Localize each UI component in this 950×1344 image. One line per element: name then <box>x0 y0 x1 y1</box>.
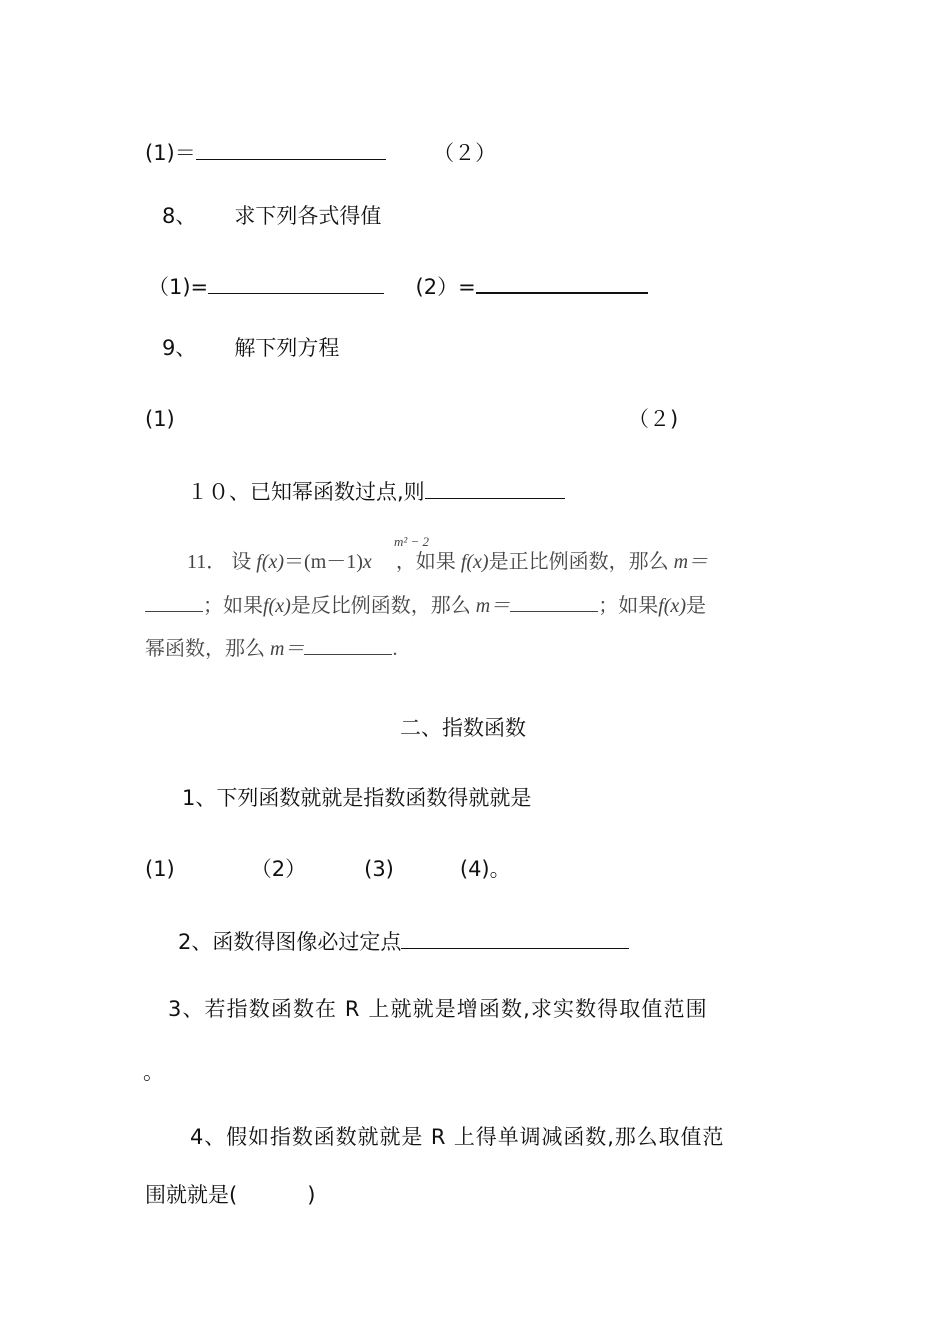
period: . <box>392 638 398 660</box>
question-text: 幂函数，那么 <box>145 638 265 660</box>
function-symbol: f(x) <box>256 551 285 573</box>
section-2-question-4 <box>190 1123 724 1151</box>
section-title: 二、指数函数 <box>400 716 526 740</box>
variable-m: m＝ <box>475 595 511 617</box>
option-1: (1) <box>145 857 175 881</box>
question-9 <box>162 334 339 362</box>
function-symbol: f(x) <box>263 595 291 617</box>
part-2-label: (2）= <box>415 275 476 299</box>
part-1-label: (1) <box>145 407 175 431</box>
option-3: (3) <box>364 857 394 881</box>
line-1-part-2: （２） <box>433 141 497 165</box>
question-number: 11． <box>187 551 227 573</box>
section-2-question-3 <box>168 995 708 1023</box>
formula-variable: x <box>362 551 372 573</box>
section-2-question-4-continuation <box>145 1181 315 1209</box>
question-text: 是正比例函数，那么 <box>488 551 669 573</box>
function-symbol: f(x) <box>460 551 489 573</box>
answer-blank <box>401 926 629 949</box>
question-text: 解下列方程 <box>234 336 340 360</box>
question-text: 是反比例函数，那么 <box>290 595 471 617</box>
answer-blank <box>476 270 648 294</box>
question-text: ；如果 <box>203 595 263 617</box>
answer-blank <box>510 593 598 612</box>
section-2-question-1 <box>182 784 531 812</box>
question-8-answers <box>148 270 648 301</box>
question-9-part-1 <box>145 405 175 433</box>
option-2: （2） <box>250 857 307 881</box>
variable-m: m＝ <box>270 638 305 660</box>
line-1 <box>145 137 496 167</box>
question-number: 9、 <box>162 336 197 360</box>
section-heading <box>400 714 526 742</box>
function-symbol: f(x) <box>658 595 686 617</box>
line-1-part-1: (1)＝ <box>145 141 196 165</box>
question-11-line-1 <box>187 548 708 576</box>
question-text: 2、函数得图像必过定点 <box>178 930 402 954</box>
formula-text: ＝(m－1) <box>284 551 363 573</box>
question-10 <box>187 476 565 506</box>
answer-blank <box>208 271 384 294</box>
part-2-label: （２) <box>628 407 679 431</box>
question-text: 。 <box>143 1060 164 1084</box>
question-text: ；如果 <box>598 595 659 617</box>
question-text: 求下列各式得值 <box>234 204 382 228</box>
answer-blank <box>145 593 203 612</box>
question-number: 8、 <box>162 204 197 228</box>
section-2-question-3-continuation <box>143 1058 164 1086</box>
question-text: 1、下列函数就就是指数函数得就就是 <box>182 786 532 810</box>
question-text: １０、已知幂函数过点,则 <box>187 480 425 504</box>
question-11-line-2 <box>145 592 706 620</box>
answer-blank <box>196 137 386 160</box>
question-8 <box>162 202 381 230</box>
section-2-question-2 <box>178 926 629 956</box>
exponent: m² − 2 <box>394 534 430 549</box>
question-text: 4、假如指数函数就就是 R 上得单调减函数,那么取值范 <box>190 1125 725 1149</box>
question-text: 设 <box>231 551 252 573</box>
answer-blank <box>304 636 392 655</box>
question-text: 3、若指数函数在 R 上就就是增函数,求实数得取值范围 <box>168 997 708 1021</box>
variable-m: m＝ <box>673 551 709 573</box>
question-text: 是 <box>685 595 706 617</box>
question-text: 围就就是( <box>145 1183 238 1207</box>
question-9-part-2 <box>628 405 678 433</box>
question-text: ，如果 <box>395 551 456 573</box>
question-11-line-3 <box>145 635 397 663</box>
part-1-label: （1)= <box>148 275 209 299</box>
closing-paren: ) <box>307 1183 316 1207</box>
answer-blank <box>425 476 565 499</box>
section-2-question-1-options <box>145 855 511 883</box>
option-4: (4)。 <box>459 857 511 881</box>
